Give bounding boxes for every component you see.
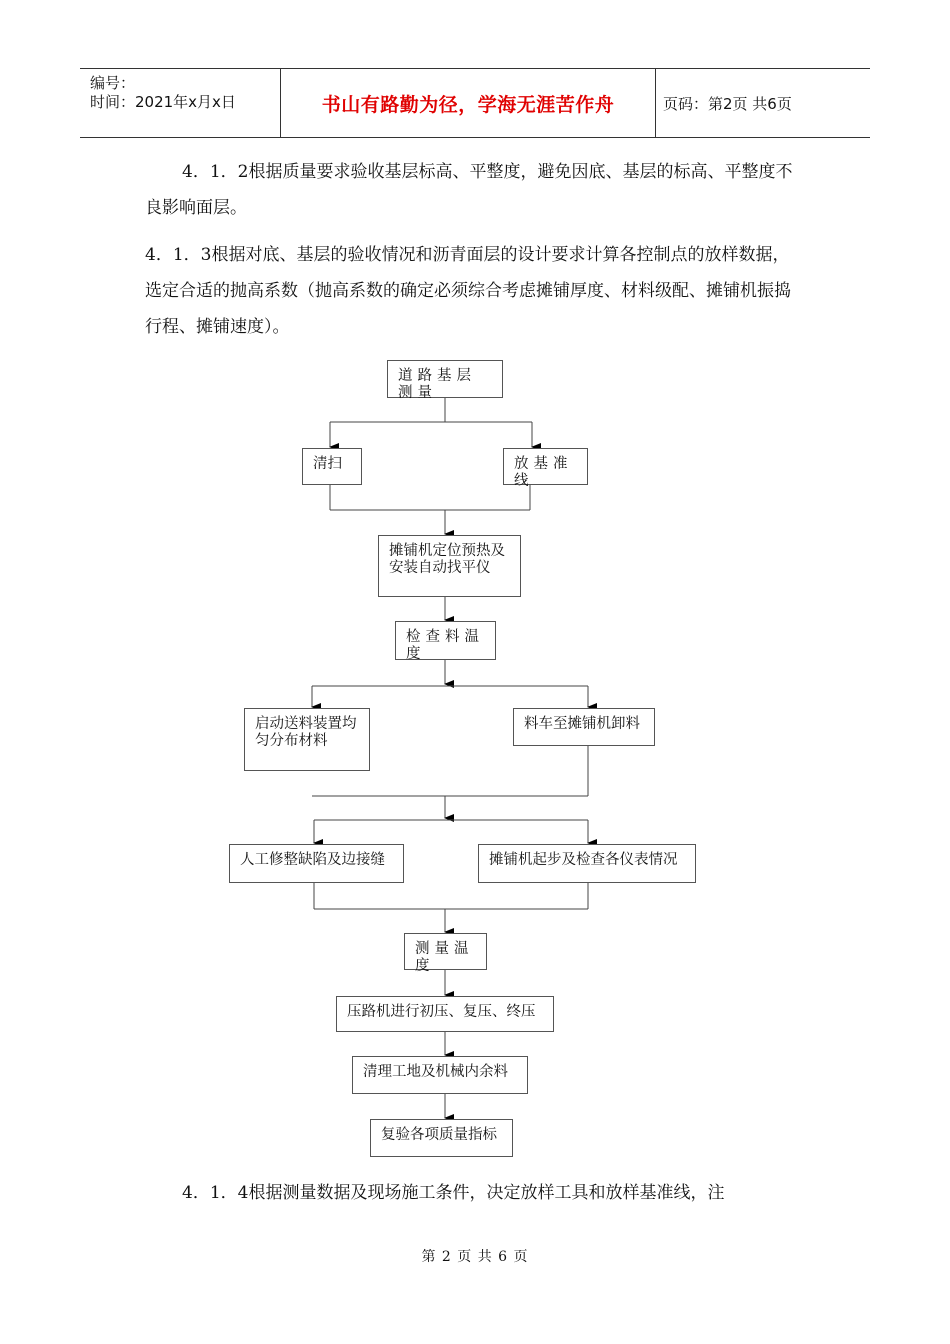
step-feeder: 启动送料装置均匀分布材料 xyxy=(244,708,370,771)
paragraph-4-1-4: 4．1．4根据测量数据及现场施工条件，决定放样工具和放样基准线，注 xyxy=(182,1183,725,1203)
step-retest: 复验各项质量指标 xyxy=(370,1119,513,1157)
step-paver-start: 摊铺机起步及检查各仪表情况 xyxy=(478,844,696,883)
paragraph-4-1-3: 4．1．3根据对底、基层的验收情况和沥青面层的设计要求计算各控制点的放样数据，选定合适的抛高系数（抛高系数的确定必须综合考虑摊铺厚度、材料级配、摊铺机振捣行程、摊铺速度）。 xyxy=(145,245,791,337)
step-survey: 道路基层测量 xyxy=(387,360,503,398)
step-truck: 料车至摊铺机卸料 xyxy=(513,708,655,746)
step-check-temp: 检查料温度 xyxy=(395,621,496,660)
step-paver-setup: 摊铺机定位预热及安装自动找平仪 xyxy=(378,535,521,597)
header-motto: 书山有路勤为径，学海无涯苦作舟 xyxy=(321,93,615,116)
step-roller: 压路机进行初压、复压、终压 xyxy=(336,996,554,1032)
document-number-label: 编号： xyxy=(90,74,136,92)
step-baseline: 放基准线 xyxy=(503,448,588,485)
header-page-info: 页码：第2页 共6页 xyxy=(663,94,792,113)
paragraph-4-1-2: 4．1．2根据质量要求验收基层标高、平整度，避免因底、基层的标高、平整度不良影响面层。 xyxy=(145,162,793,218)
document-date: 时间：2021年x月x日 xyxy=(90,93,236,111)
step-clean: 清扫 xyxy=(302,448,362,485)
step-cleanup: 清理工地及机械内余料 xyxy=(352,1056,528,1094)
step-manual-fix: 人工修整缺陷及边接缝 xyxy=(229,844,404,883)
step-measure-temp: 测量温度 xyxy=(404,933,487,970)
page-footer: 第 2 页 共 6 页 xyxy=(421,1249,529,1265)
